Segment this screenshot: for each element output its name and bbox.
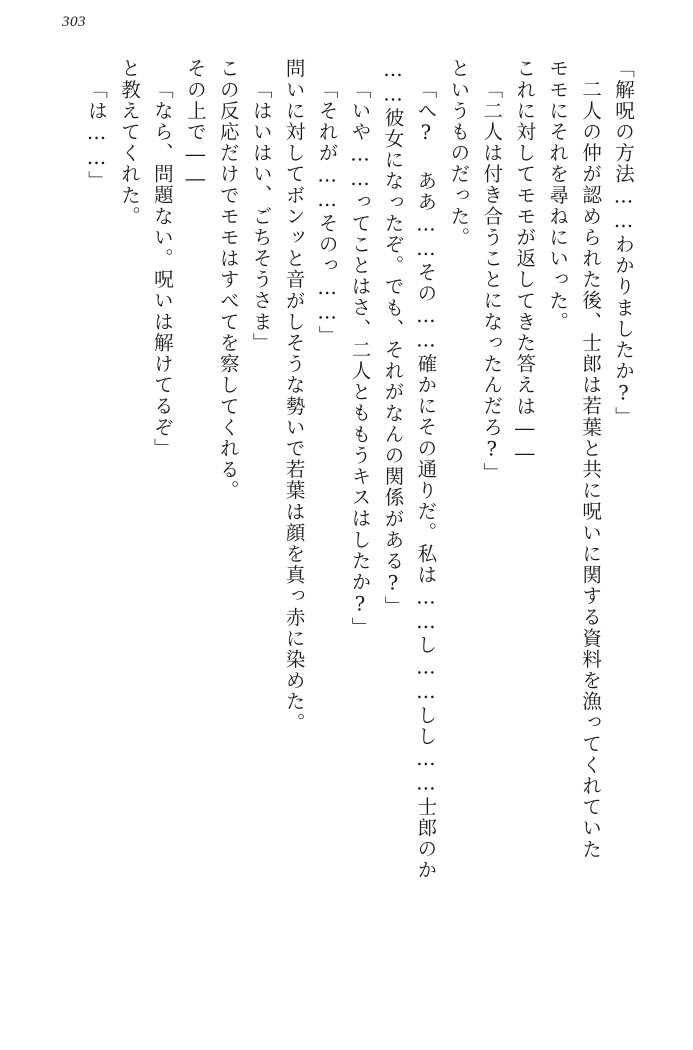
text-column: と教えてくれた。 — [117, 58, 141, 227]
text-column: 「解呪の方法……わかりましたか?」 — [612, 58, 635, 428]
text-column: これに対してモモが返してきた答えは―― — [513, 58, 537, 466]
text-column: というものだった。 — [447, 58, 471, 248]
text-column: ……彼女になったぞ。でも、それがなんの関係がある?」 — [381, 58, 405, 618]
text-column: 「はいはい、ごちそうさま」 — [249, 79, 273, 354]
page-number: 303 — [62, 14, 86, 30]
text-column: 「なら、問題ない。呪いは解けてるぞ」 — [150, 79, 174, 459]
text-column: 「へ? ああ……その……確かにその通りだ。私は……し……しし……士郎のか — [414, 79, 438, 881]
text-column: 「は……」 — [85, 79, 108, 192]
text-column: 二人の仲が認められた後、士郎は若葉と共に呪いに関する資料を漁ってくれていた — [579, 79, 603, 860]
text-column: 問いに対してボンッと音がしそうな勢いで若葉は顔を真っ赤に染めた。 — [282, 58, 306, 734]
text-column: モモにそれを尋ねにいった。 — [546, 58, 570, 333]
text-column: 「二人は付き合うことになったんだろ?」 — [480, 79, 504, 484]
text-column: 「それが……そのっ……」 — [315, 79, 339, 347]
vertical-text-body — [73, 58, 633, 998]
text-column: その上で―― — [183, 58, 207, 192]
text-column: 「いや……ってことはさ、二人とももうキスはしたか?」 — [348, 79, 372, 639]
text-column: この反応だけでモモはすべてを察してくれる。 — [216, 58, 240, 502]
